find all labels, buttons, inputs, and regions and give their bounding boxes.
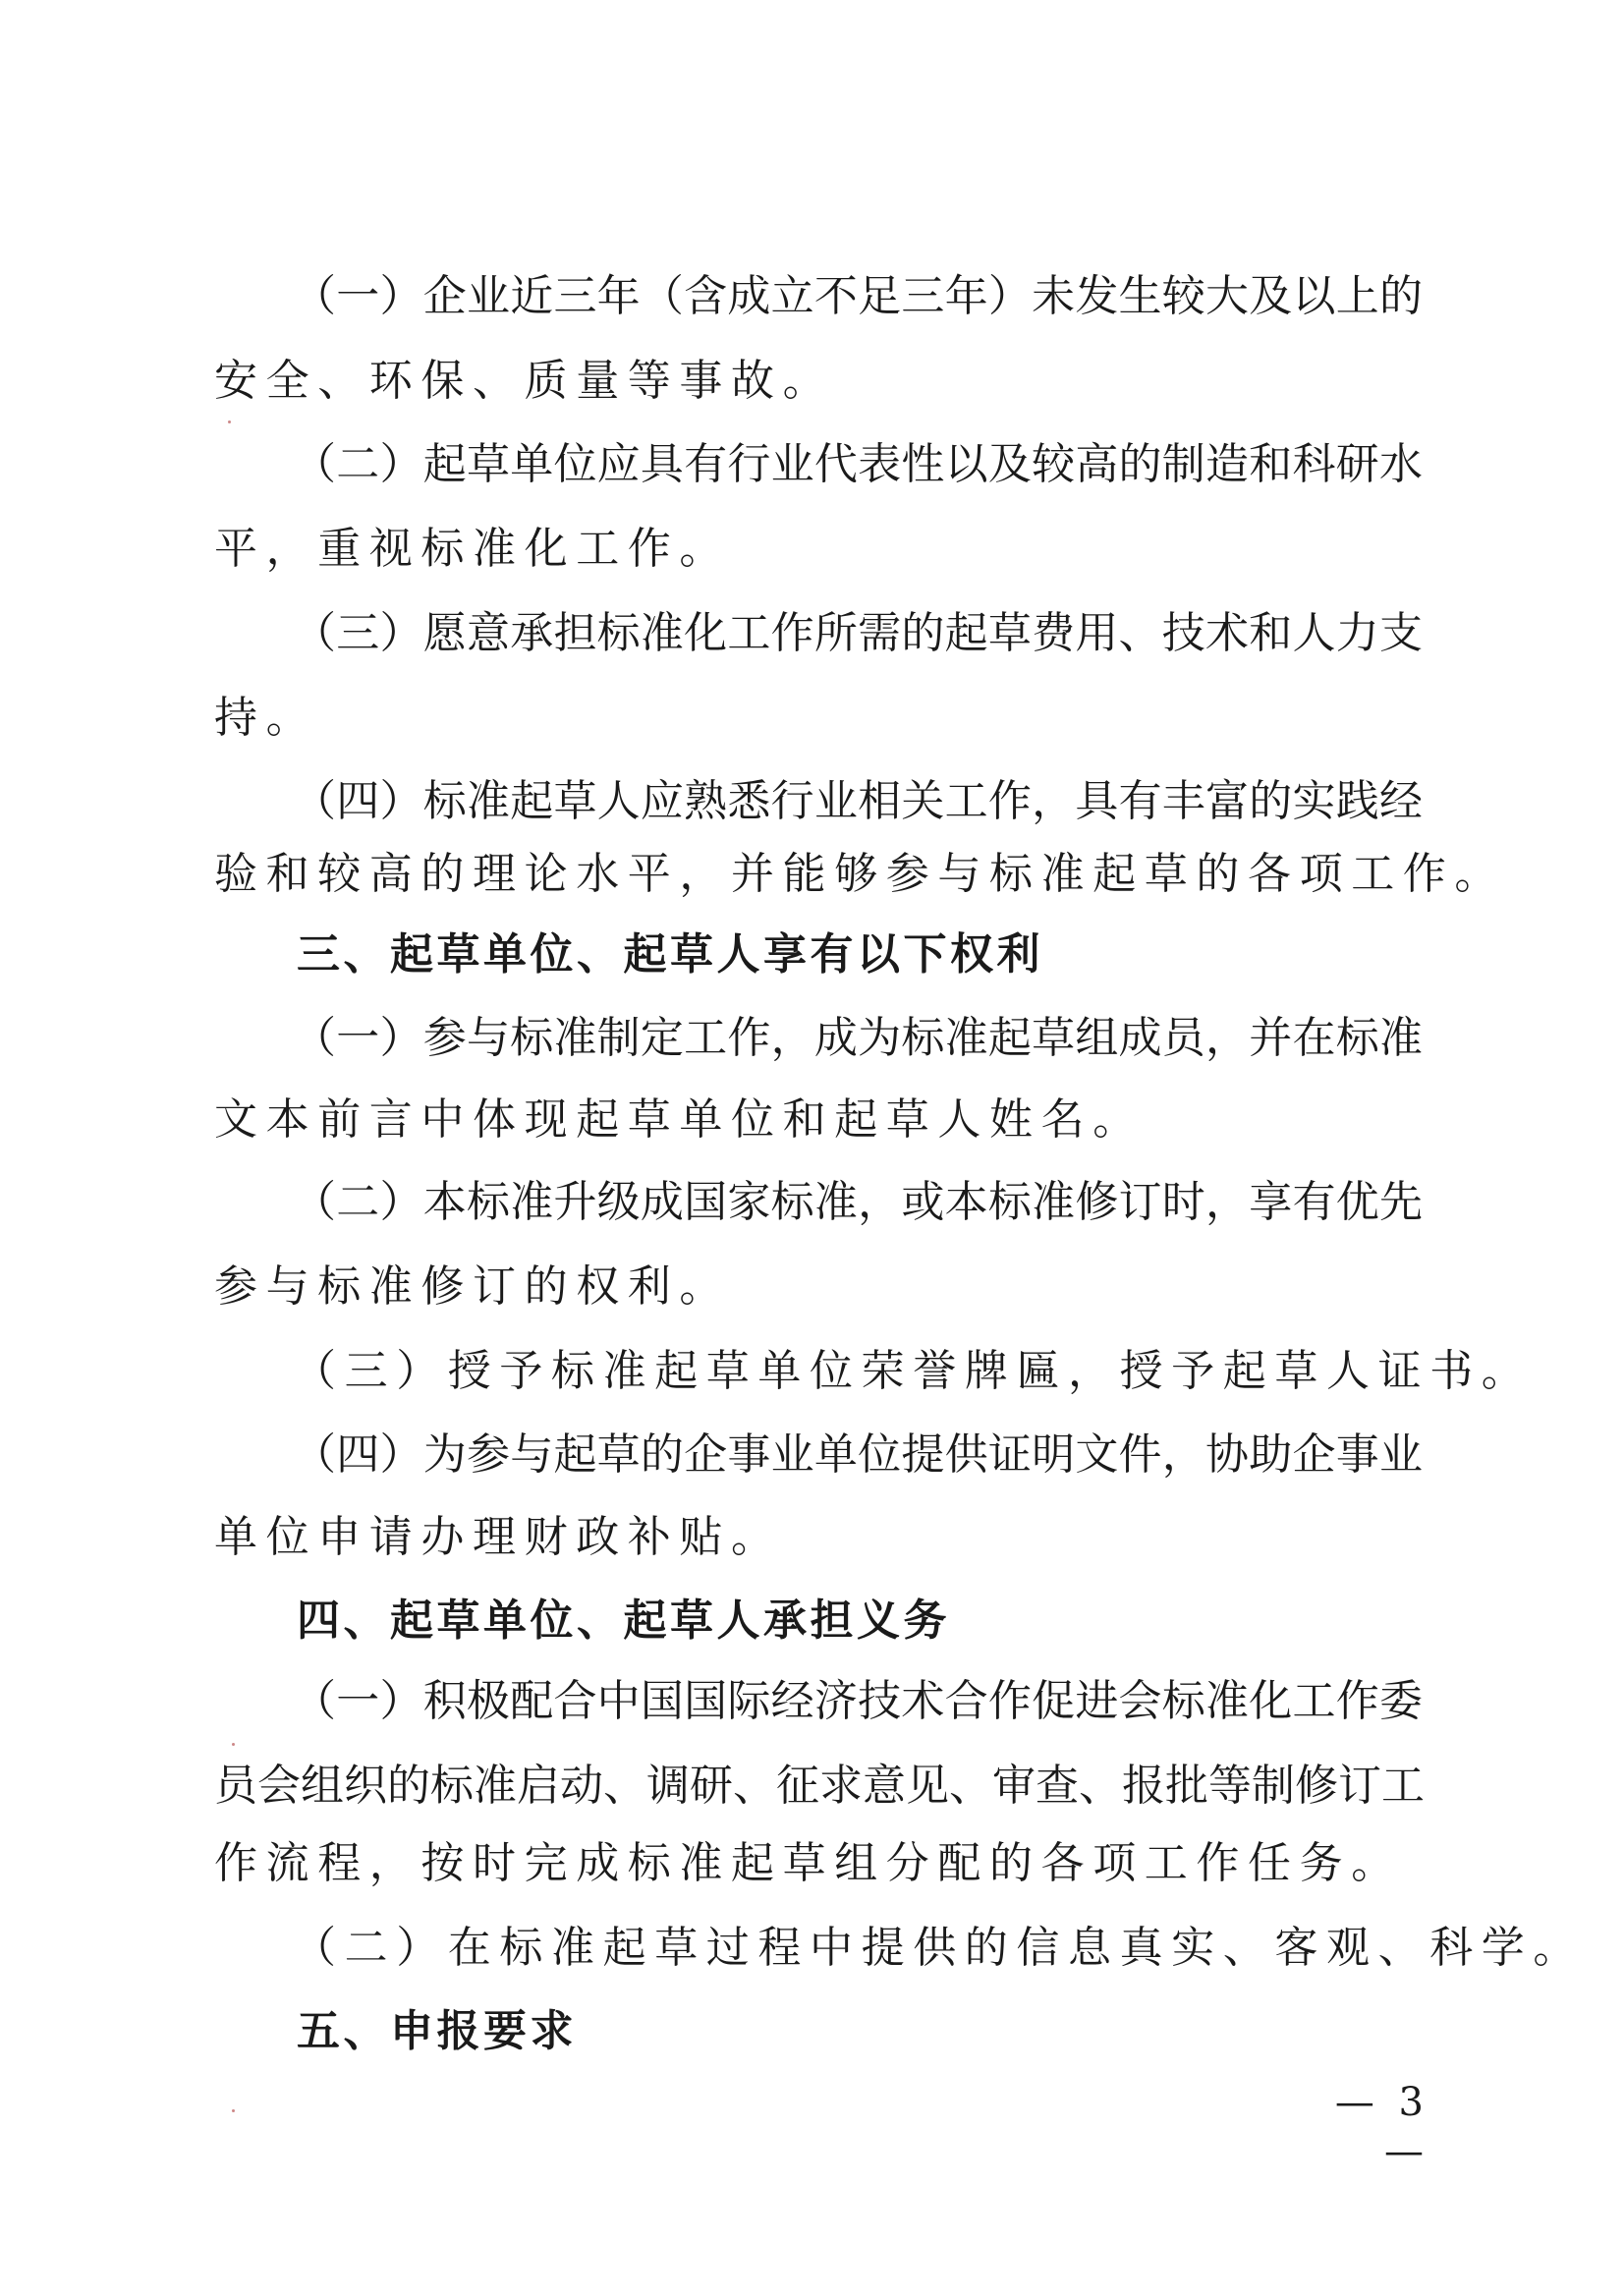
paragraph-line: （三）授予标准起草单位荣誉牌匾，授予起草人证书。 xyxy=(293,1346,1534,1396)
paragraph-line: 平，重视标准化工作。 xyxy=(214,524,731,574)
paragraph-line: （二）本标准升级成国家标准，或本标准修订时，享有优先 xyxy=(293,1177,1423,1227)
scan-speck xyxy=(232,1743,235,1746)
paragraph-line: （三）愿意承担标准化工作所需的起草费用、技术和人力支 xyxy=(293,608,1423,658)
paragraph-line: （四）为参与起草的企事业单位提供证明文件，协助企事业 xyxy=(293,1429,1423,1480)
section-heading-5: 五、申报要求 xyxy=(297,2006,577,2056)
paragraph-line: 员会组织的标准启动、调研、征求意见、审查、报批等制修订工 xyxy=(214,1761,1425,1811)
paragraph-line: 持。 xyxy=(214,693,318,743)
section-heading-3: 三、起草单位、起草人享有以下权利 xyxy=(297,929,1043,980)
scan-speck xyxy=(232,2109,235,2112)
paragraph-line: （四）标准起草人应熟悉行业相关工作，具有丰富的实践经 xyxy=(293,776,1423,826)
paragraph-line: 安全、环保、质量等事故。 xyxy=(214,356,835,406)
paragraph-line: 作流程，按时完成标准起草组分配的各项工作任务。 xyxy=(214,1838,1403,1888)
paragraph-line: （二）在标准起草过程中提供的信息真实、客观、科学。 xyxy=(293,1923,1585,1973)
paragraph-line: （一）积极配合中国国际经济技术合作促进会标准化工作委 xyxy=(293,1676,1423,1726)
paragraph-line: （二）起草单位应具有行业代表性以及较高的制造和科研水 xyxy=(293,439,1423,489)
page-number: — 3 — xyxy=(1334,2080,1429,2174)
paragraph-line: 参与标准修订的权利。 xyxy=(214,1261,731,1312)
scan-speck xyxy=(228,420,231,423)
paragraph-line: （一）参与标准制定工作，成为标准起草组成员，并在标准 xyxy=(293,1013,1423,1063)
section-heading-4: 四、起草单位、起草人承担义务 xyxy=(297,1596,950,1646)
paragraph-line: 验和较高的理论水平，并能够参与标准起草的各项工作。 xyxy=(214,849,1506,899)
paragraph-line: 单位申请办理财政补贴。 xyxy=(214,1512,783,1562)
paragraph-line: （一）企业近三年（含成立不足三年）未发生较大及以上的 xyxy=(293,271,1423,321)
paragraph-line: 文本前言中体现起草单位和起草人姓名。 xyxy=(214,1094,1145,1145)
